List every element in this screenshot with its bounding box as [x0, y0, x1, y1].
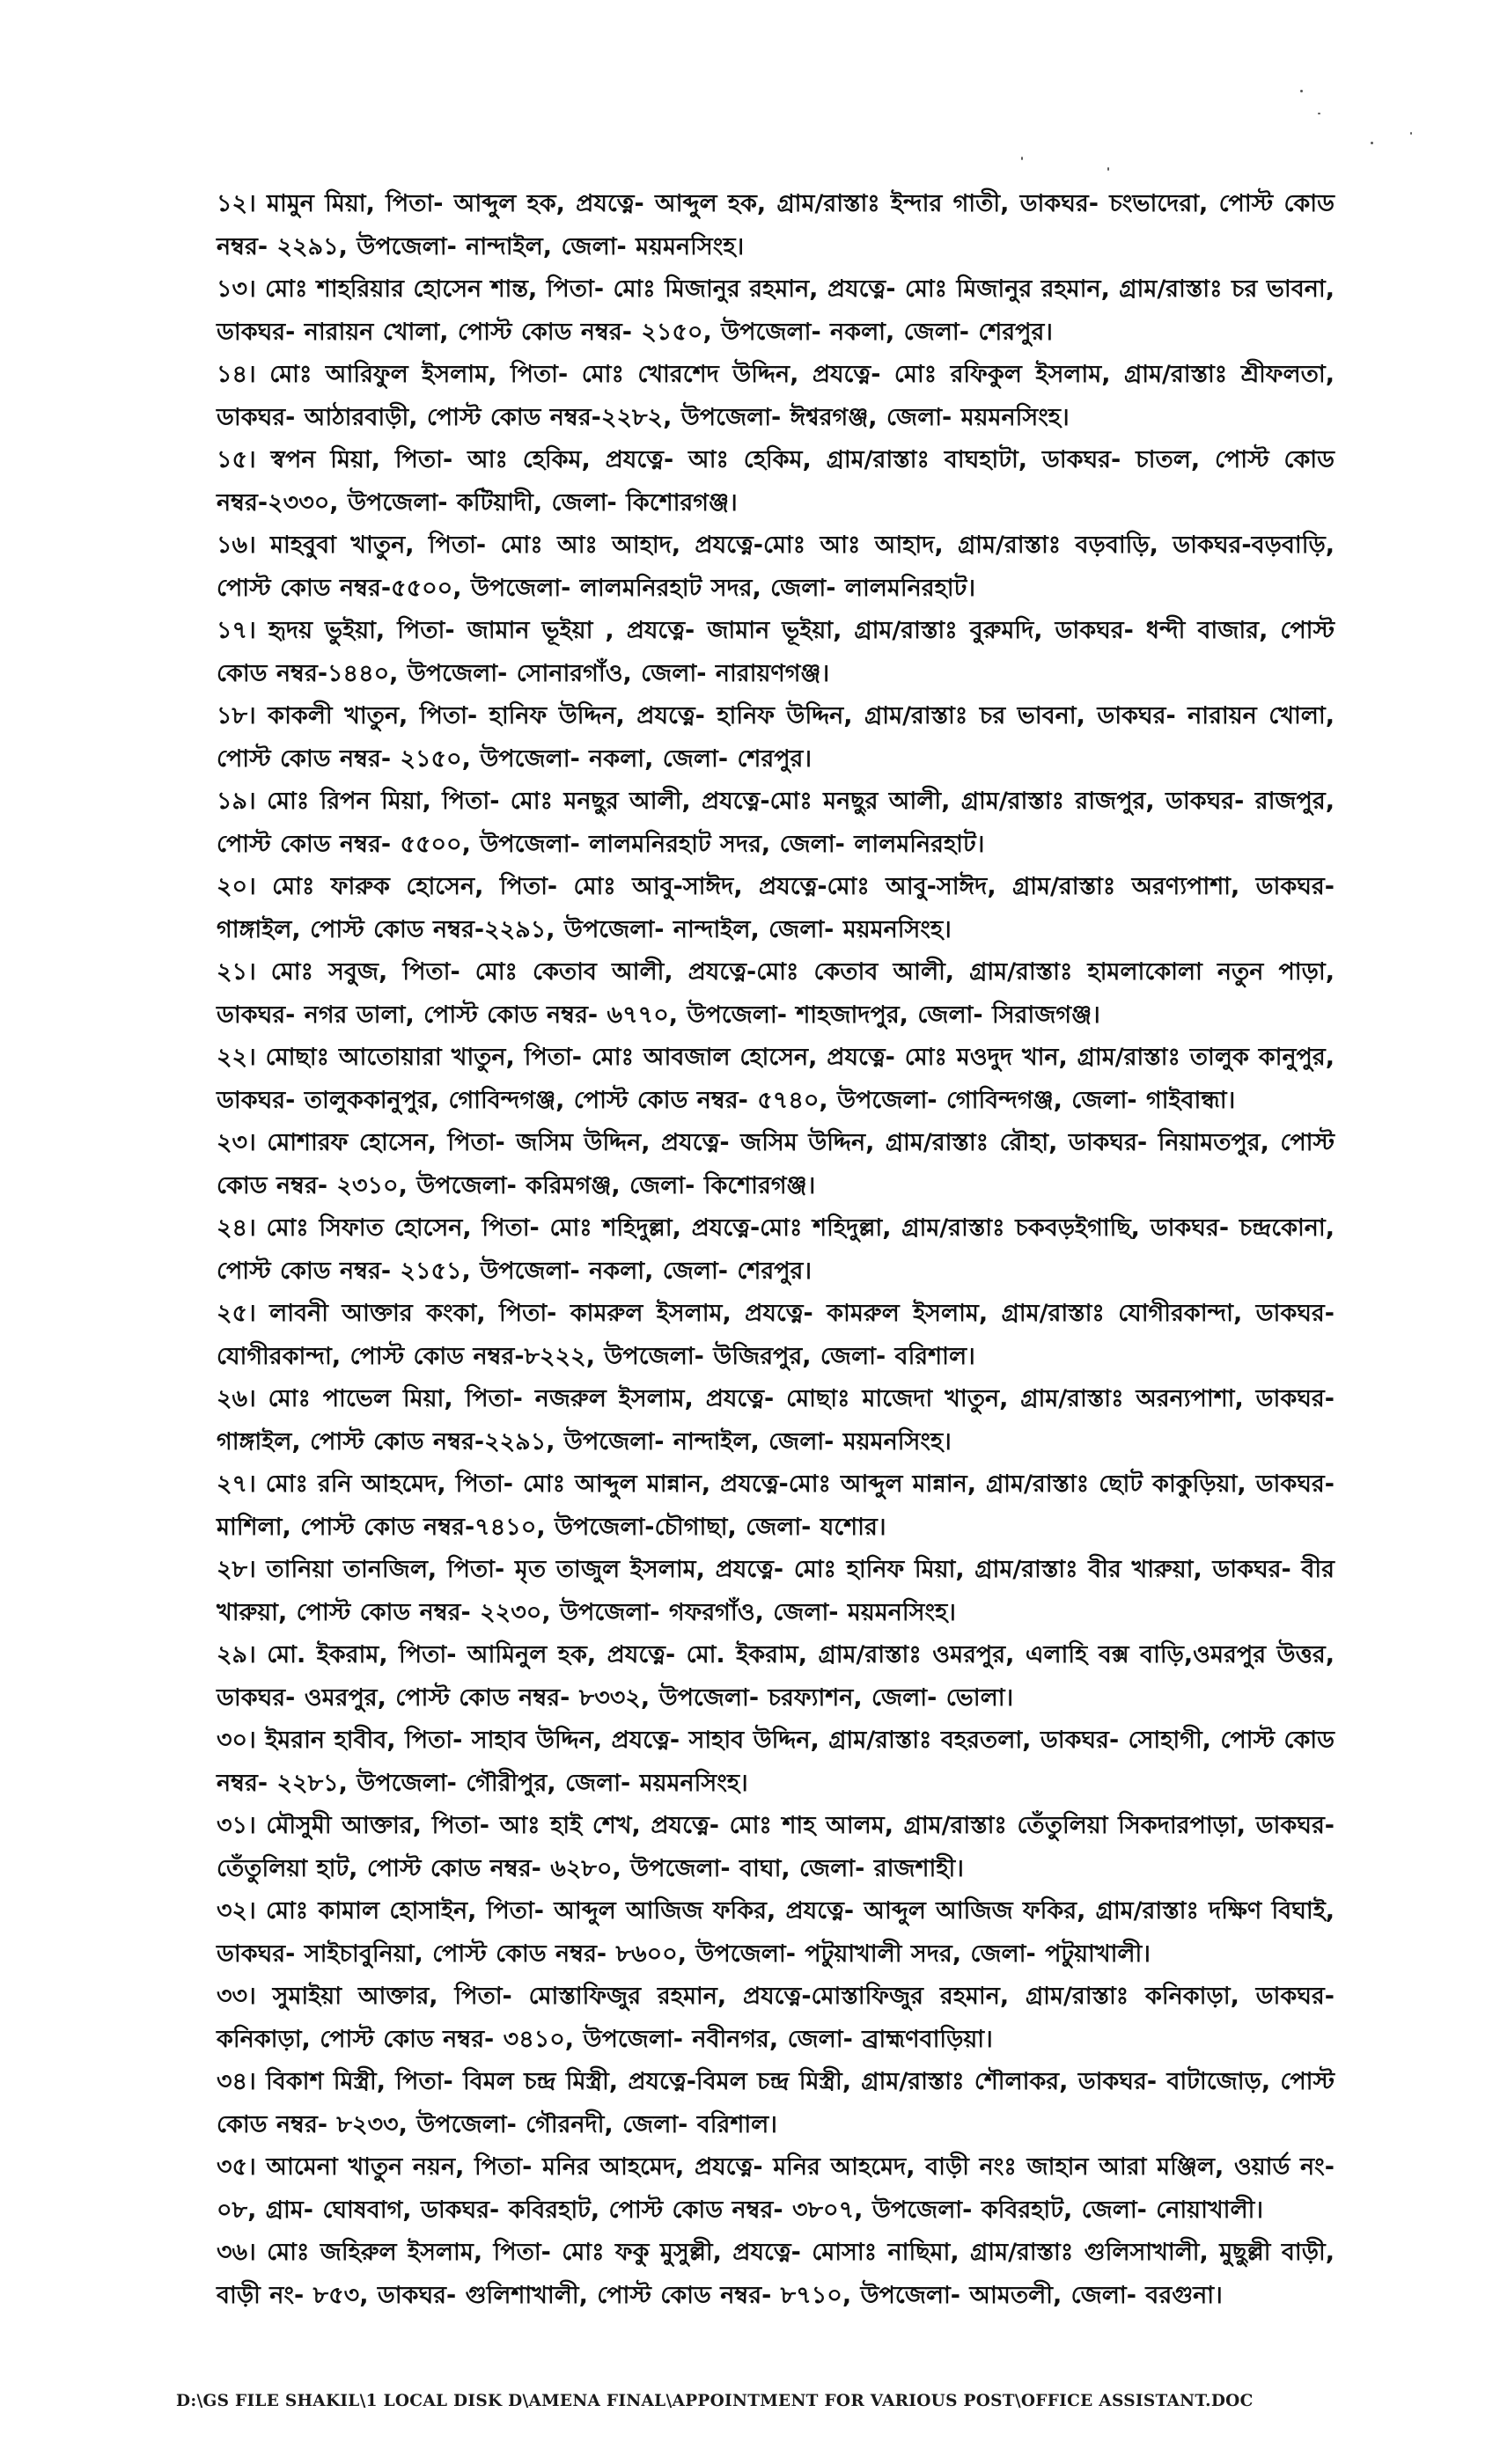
scan-speck	[1107, 167, 1109, 171]
appointee-entry-14: ১৪। মোঃ আরিফুল ইসলাম, পিতা- মোঃ খোরশেদ উদ্দিন, প্রযত্নে- মোঃ রফিকুল ইসলাম, গ্রাম/রাস্তাঃ শ্রীফলতা, ডাকঘর- আঠারবাড়ী, পোস্ট কোড নম্বর-২২৮২, উপজেলা- ঈশ্বরগঞ্জ, জেলা- ময়মনসিংহ।	[217, 361, 1335, 431]
scan-speck	[1021, 157, 1023, 160]
scan-speck	[1300, 90, 1303, 92]
appointee-entry-23: ২৩। মোশারফ হোসেন, পিতা- জসিম উদ্দিন, প্রযত্নে- জসিম উদ্দিন, গ্রাম/রাস্তাঃ রৌহা, ডাকঘর- নিয়ামতপুর, পোস্ট কোড নম্বর- ২৩১০, উপজেলা- করিমগঞ্জ, জেলা- কিশোরগঞ্জ।	[217, 1129, 1335, 1199]
footer-file-path: D:\GS FILE SHAKIL\1 LOCAL DISK D\AMENA FINAL\APPOINTMENT FOR VARIOUS POST\OFFICE ASSISTANT.DOC	[176, 2392, 1254, 2410]
appointee-entry-32: ৩২। মোঃ কামাল হোসাইন, পিতা- আব্দুল আজিজ ফকির, প্রযত্নে- আব্দুল আজিজ ফকির, গ্রাম/রাস্তাঃ দক্ষিণ বিঘাই, ডাকঘর- সাইচাবুনিয়া, পোস্ট কোড নম্বর- ৮৬০০, উপজেলা- পটুয়াখালী সদর, জেলা- পটুয়াখালী।	[217, 1897, 1335, 1968]
appointee-entry-31: ৩১। মৌসুমী আক্তার, পিতা- আঃ হাই শেখ, প্রযত্নে- মোঃ শাহ আলম, গ্রাম/রাস্তাঃ তেঁতুলিয়া সিকদারপাড়া, ডাকঘর- তেঁতুলিয়া হাট, পোস্ট কোড নম্বর- ৬২৮০, উপজেলা- বাঘা, জেলা- রাজশাহী।	[217, 1812, 1335, 1882]
scan-speck	[1318, 113, 1320, 114]
appointee-entry-25: ২৫। লাবনী আক্তার কংকা, পিতা- কামরুল ইসলাম, প্রযত্নে- কামরুল ইসলাম, গ্রাম/রাস্তাঃ যোগীরকান্দা, ডাকঘর- যোগীরকান্দা, পোস্ট কোড নম্বর-৮২২২, উপজেলা- উজিরপুর, জেলা- বরিশাল।	[217, 1300, 1335, 1370]
appointee-entry-17: ১৭। হৃদয় ভুইয়া, পিতা- জামান ভূইয়া , প্রযত্নে- জামান ভূইয়া, গ্রাম/রাস্তাঃ বুরুমদি, ডাকঘর- ধন্দী বাজার, পোস্ট কোড নম্বর-১৪৪০, উপজেলা- সোনারগাঁও, জেলা- নারায়ণগঞ্জ।	[217, 617, 1335, 687]
appointee-entry-20: ২০। মোঃ ফারুক হোসেন, পিতা- মোঃ আবু-সাঈদ, প্রযত্নে-মোঃ আবু-সাঈদ, গ্রাম/রাস্তাঃ অরণ্যপাশা, ডাকঘর- গাঙ্গাইল, পোস্ট কোড নম্বর-২২৯১, উপজেলা- নান্দাইল, জেলা- ময়মনসিংহ।	[217, 873, 1335, 943]
appointee-entry-13: ১৩। মোঃ শাহরিয়ার হোসেন শান্ত, পিতা- মোঃ মিজানুর রহমান, প্রযত্নে- মোঃ মিজানুর রহমান, গ্রাম/রাস্তাঃ চর ভাবনা, ডাকঘর- নারায়ন খোলা, পোস্ট কোড নম্বর- ২১৫০, উপজেলা- নকলা, জেলা- শেরপুর।	[217, 275, 1335, 346]
appointee-entry-12: ১২। মামুন মিয়া, পিতা- আব্দুল হক, প্রযত্নে- আব্দুল হক, গ্রাম/রাস্তাঃ ইন্দার গাতী, ডাকঘর- চংভাদেরা, পোস্ট কোড নম্বর- ২২৯১, উপজেলা- নান্দাইল, জেলা- ময়মনসিংহ।	[217, 190, 1335, 260]
appointee-entry-22: ২২। মোছাঃ আতোয়ারা খাতুন, পিতা- মোঃ আবজাল হোসেন, প্রযত্নে- মোঃ মওদুদ খান, গ্রাম/রাস্তাঃ তালুক কানুপুর, ডাকঘর- তালুককানুপুর, গোবিন্দগঞ্জ, পোস্ট কোড নম্বর- ৫৭৪০, উপজেলা- গোবিন্দগঞ্জ, জেলা- গাইবান্ধা।	[217, 1044, 1335, 1114]
appointee-entry-36: ৩৬। মোঃ জহিরুল ইসলাম, পিতা- মোঃ ফকু মুসুল্লী, প্রযত্নে- মোসাঃ নাছিমা, গ্রাম/রাস্তাঃ গুলিসাখালী, মুছুল্লী বাড়ী, বাড়ী নং- ৮৫৩, ডাকঘর- গুলিশাখালী, পোস্ট কোড নম্বর- ৮৭১০, উপজেলা- আমতলী, জেলা- বরগুনা।	[217, 2239, 1335, 2309]
appointee-entry-24: ২৪। মোঃ সিফাত হোসেন, পিতা- মোঃ শহিদুল্লা, প্রযত্নে-মোঃ শহিদুল্লা, গ্রাম/রাস্তাঃ চকবড়ইগাছি, ডাকঘর- চন্দ্রকোনা, পোস্ট কোড নম্বর- ২১৫১, উপজেলা- নকলা, জেলা- শেরপুর।	[217, 1214, 1335, 1285]
scan-speck	[1410, 132, 1412, 135]
appointee-entry-16: ১৬। মাহবুবা খাতুন, পিতা- মোঃ আঃ আহাদ, প্রযত্নে-মোঃ আঃ আহাদ, গ্রাম/রাস্তাঃ বড়বাড়ি, ডাকঘর-বড়বাড়ি, পোস্ট কোড নম্বর-৫৫০০, উপজেলা- লালমনিরহাট সদর, জেলা- লালমনিরহাট।	[217, 532, 1335, 602]
appointee-entry-19: ১৯। মোঃ রিপন মিয়া, পিতা- মোঃ মনছুর আলী, প্রযত্নে-মোঃ মনছুর আলী, গ্রাম/রাস্তাঃ রাজপুর, ডাকঘর- রাজপুর, পোস্ট কোড নম্বর- ৫৫০০, উপজেলা- লালমনিরহাট সদর, জেলা- লালমনিরহাট।	[217, 788, 1335, 858]
appointee-entry-33: ৩৩। সুমাইয়া আক্তার, পিতা- মোস্তাফিজুর রহমান, প্রযত্নে-মোস্তাফিজুর রহমান, গ্রাম/রাস্তাঃ কনিকাড়া, ডাকঘর- কনিকাড়া, পোস্ট কোড নম্বর- ৩৪১০, উপজেলা- নবীনগর, জেলা- ব্রাহ্মণবাড়িয়া।	[217, 1983, 1335, 2053]
scan-speck	[1371, 142, 1373, 144]
appointee-entry-30: ৩০। ইমরান হাবীব, পিতা- সাহাব উদ্দিন, প্রযত্নে- সাহাব উদ্দিন, গ্রাম/রাস্তাঃ বহরতলা, ডাকঘর- সোহাগী, পোস্ট কোড নম্বর- ২২৮১, উপজেলা- গৌরীপুর, জেলা- ময়মনসিংহ।	[217, 1727, 1335, 1797]
appointee-entry-21: ২১। মোঃ সবুজ, পিতা- মোঃ কেতাব আলী, প্রযত্নে-মোঃ কেতাব আলী, গ্রাম/রাস্তাঃ হামলাকোলা নতুন পাড়া, ডাকঘর- নগর ডালা, পোস্ট কোড নম্বর- ৬৭৭০, উপজেলা- শাহজাদপুর, জেলা- সিরাজগঞ্জ।	[217, 958, 1335, 1029]
appointee-entry-18: ১৮। কাকলী খাতুন, পিতা- হানিফ উদ্দিন, প্রযত্নে- হানিফ উদ্দিন, গ্রাম/রাস্তাঃ চর ভাবনা, ডাকঘর- নারায়ন খোলা, পোস্ট কোড নম্বর- ২১৫০, উপজেলা- নকলা, জেলা- শেরপুর।	[217, 702, 1335, 773]
appointee-entry-35: ৩৫। আমেনা খাতুন নয়ন, পিতা- মনির আহমেদ, প্রযত্নে- মনির আহমেদ, বাড়ী নংঃ জাহান আরা মঞ্জিল, ওয়ার্ড নং- ০৮, গ্রাম- ঘোষবাগ, ডাকঘর- কবিরহাট, পোস্ট কোড নম্বর- ৩৮০৭, উপজেলা- কবিরহাট, জেলা- নোয়াখালী।	[217, 2153, 1335, 2224]
appointee-list	[217, 183, 1335, 2317]
appointee-entry-28: ২৮। তানিয়া তানজিল, পিতা- মৃত তাজুল ইসলাম, প্রযত্নে- মোঃ হানিফ মিয়া, গ্রাম/রাস্তাঃ বীর খারুয়া, ডাকঘর- বীর খারুয়া, পোস্ট কোড নম্বর- ২২৩০, উপজেলা- গফরগাঁও, জেলা- ময়মনসিংহ।	[217, 1556, 1335, 1626]
appointee-entry-34: ৩৪। বিকাশ মিস্ত্রী, পিতা- বিমল চন্দ্র মিস্ত্রী, প্রযত্নে-বিমল চন্দ্র মিস্ত্রী, গ্রাম/রাস্তাঃ শৌলাকর, ডাকঘর- বাটাজোড়, পোস্ট কোড নম্বর- ৮২৩৩, উপজেলা- গৌরনদী, জেলা- বরিশাল।	[217, 2068, 1335, 2138]
appointee-entry-29: ২৯। মো. ইকরাম, পিতা- আমিনুল হক, প্রযত্নে- মো. ইকরাম, গ্রাম/রাস্তাঃ ওমরপুর, এলাহি বক্স বাড়ি,ওমরপুর উত্তর, ডাকঘর- ওমরপুর, পোস্ট কোড নম্বর- ৮৩৩২, উপজেলা- চরফ্যাশন, জেলা- ভোলা।	[217, 1641, 1335, 1712]
appointee-entry-15: ১৫। স্বপন মিয়া, পিতা- আঃ হেকিম, প্রযত্নে- আঃ হেকিম, গ্রাম/রাস্তাঃ বাঘহাটা, ডাকঘর- চাতল, পোস্ট কোড নম্বর-২৩৩০, উপজেলা- কটিয়াদী, জেলা- কিশোরগঞ্জ।	[217, 446, 1335, 517]
appointee-entry-26: ২৬। মোঃ পাভেল মিয়া, পিতা- নজরুল ইসলাম, প্রযত্নে- মোছাঃ মাজেদা খাতুন, গ্রাম/রাস্তাঃ অরন্যপাশা, ডাকঘর- গাঙ্গাইল, পোস্ট কোড নম্বর-২২৯১, উপজেলা- নান্দাইল, জেলা- ময়মনসিংহ।	[217, 1385, 1335, 1456]
appointee-entry-27: ২৭। মোঃ রনি আহমেদ, পিতা- মোঃ আব্দুল মান্নান, প্রযত্নে-মোঃ আব্দুল মান্নান, গ্রাম/রাস্তাঃ ছোট কাকুড়িয়া, ডাকঘর- মাশিলা, পোস্ট কোড নম্বর-৭৪১০, উপজেলা-চৌগাছা, জেলা- যশোর।	[217, 1470, 1335, 1541]
